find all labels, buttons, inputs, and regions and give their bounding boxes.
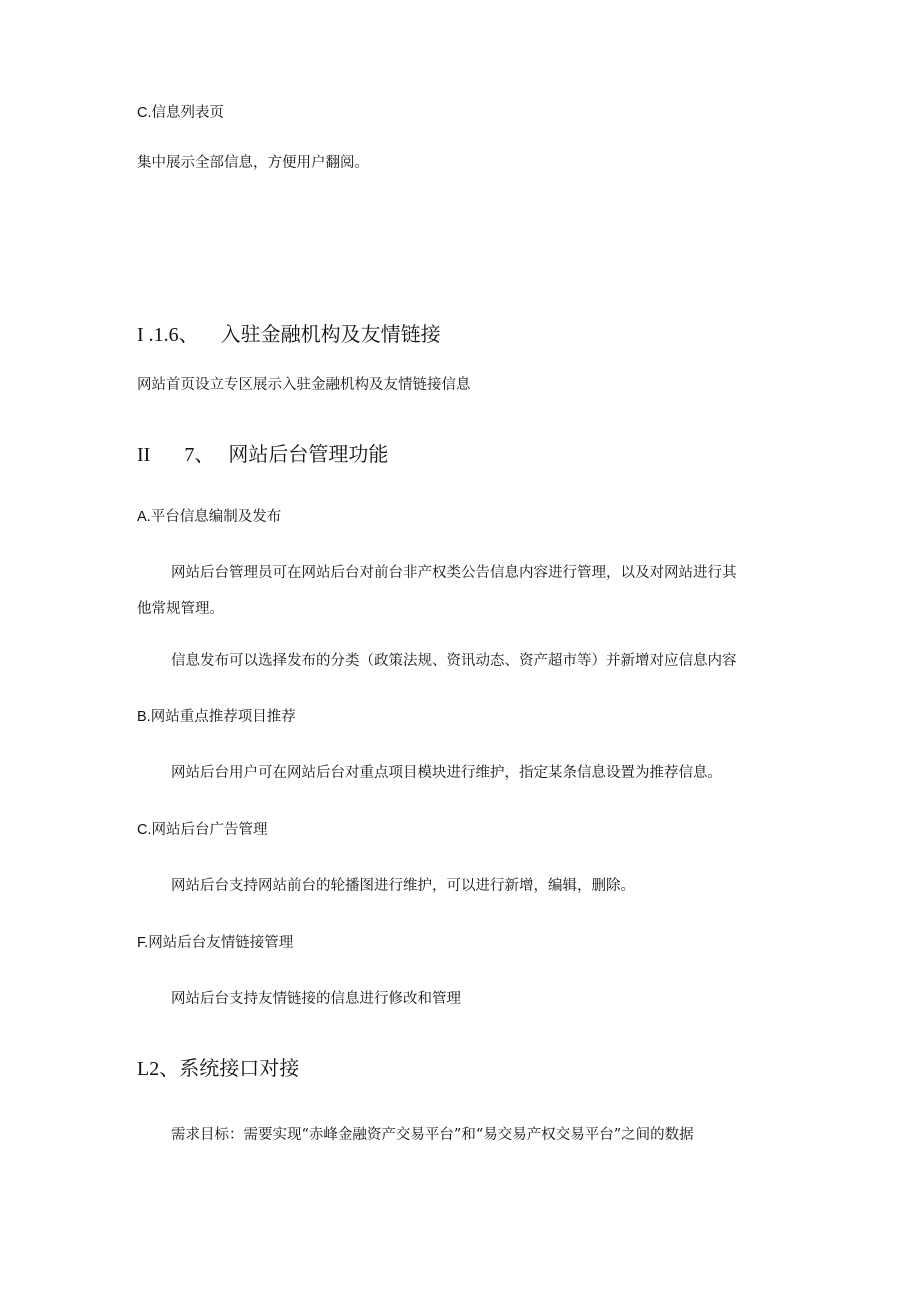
- subheading-b-recommend: B.网站重点推荐项目推荐: [137, 709, 296, 725]
- subheading-c-info-list-page: C.信息列表页: [137, 105, 224, 121]
- paragraph-c-ad: 网站后台支持网站前台的轮播图进行维护，可以进行新增，编辑，删除。: [171, 878, 635, 894]
- paragraph-c-info-list-desc: 集中展示全部信息，方便用户翻阅。: [137, 155, 369, 171]
- heading-section-1-6: [137, 324, 441, 345]
- subheading-f-links-management: F.网站后台友情链接管理: [137, 935, 294, 951]
- heading-section-1-6-title: 入驻金融机构及友情链接: [220, 322, 441, 346]
- heading-section-l2-title: 系统接口对接: [179, 1056, 300, 1080]
- paragraph-l2-goal: 需求目标：需要实现“赤峰金融资产交易平台”和“易交易产权交易平台”之间的数据: [171, 1127, 694, 1143]
- subheading-a-platform-info: A.平台信息编制及发布: [137, 509, 282, 525]
- paragraph-a-line-1: 网站后台管理员可在网站后台对前台非产权类公告信息内容进行管理，以及对网站进行其: [171, 565, 737, 581]
- heading-section-l2-number: L2、: [137, 1058, 180, 1080]
- heading-section-1-6-number: I .1.6、: [137, 324, 199, 346]
- paragraph-a-line-2: 他常规管理。: [137, 601, 224, 617]
- paragraph-section-1-6-desc: 网站首页设立专区展示入驻金融机构及友情链接信息: [137, 377, 471, 393]
- heading-section-7-number-roman: II: [137, 444, 151, 466]
- heading-section-7-title: 网站后台管理功能: [228, 442, 389, 466]
- subheading-c-ad-management: C.网站后台广告管理: [137, 822, 268, 838]
- paragraph-b: 网站后台用户可在网站后台对重点项目模块进行维护，指定某条信息设置为推荐信息。: [171, 765, 722, 781]
- paragraph-a-publish: 信息发布可以选择发布的分类（政策法规、资讯动态、资产超市等）并新增对应信息内容: [171, 653, 737, 669]
- heading-section-7-number: 7、: [184, 444, 215, 466]
- heading-section-l2: [137, 1058, 299, 1079]
- heading-section-7: [137, 444, 388, 465]
- paragraph-f-links: 网站后台支持友情链接的信息进行修改和管理: [171, 991, 461, 1007]
